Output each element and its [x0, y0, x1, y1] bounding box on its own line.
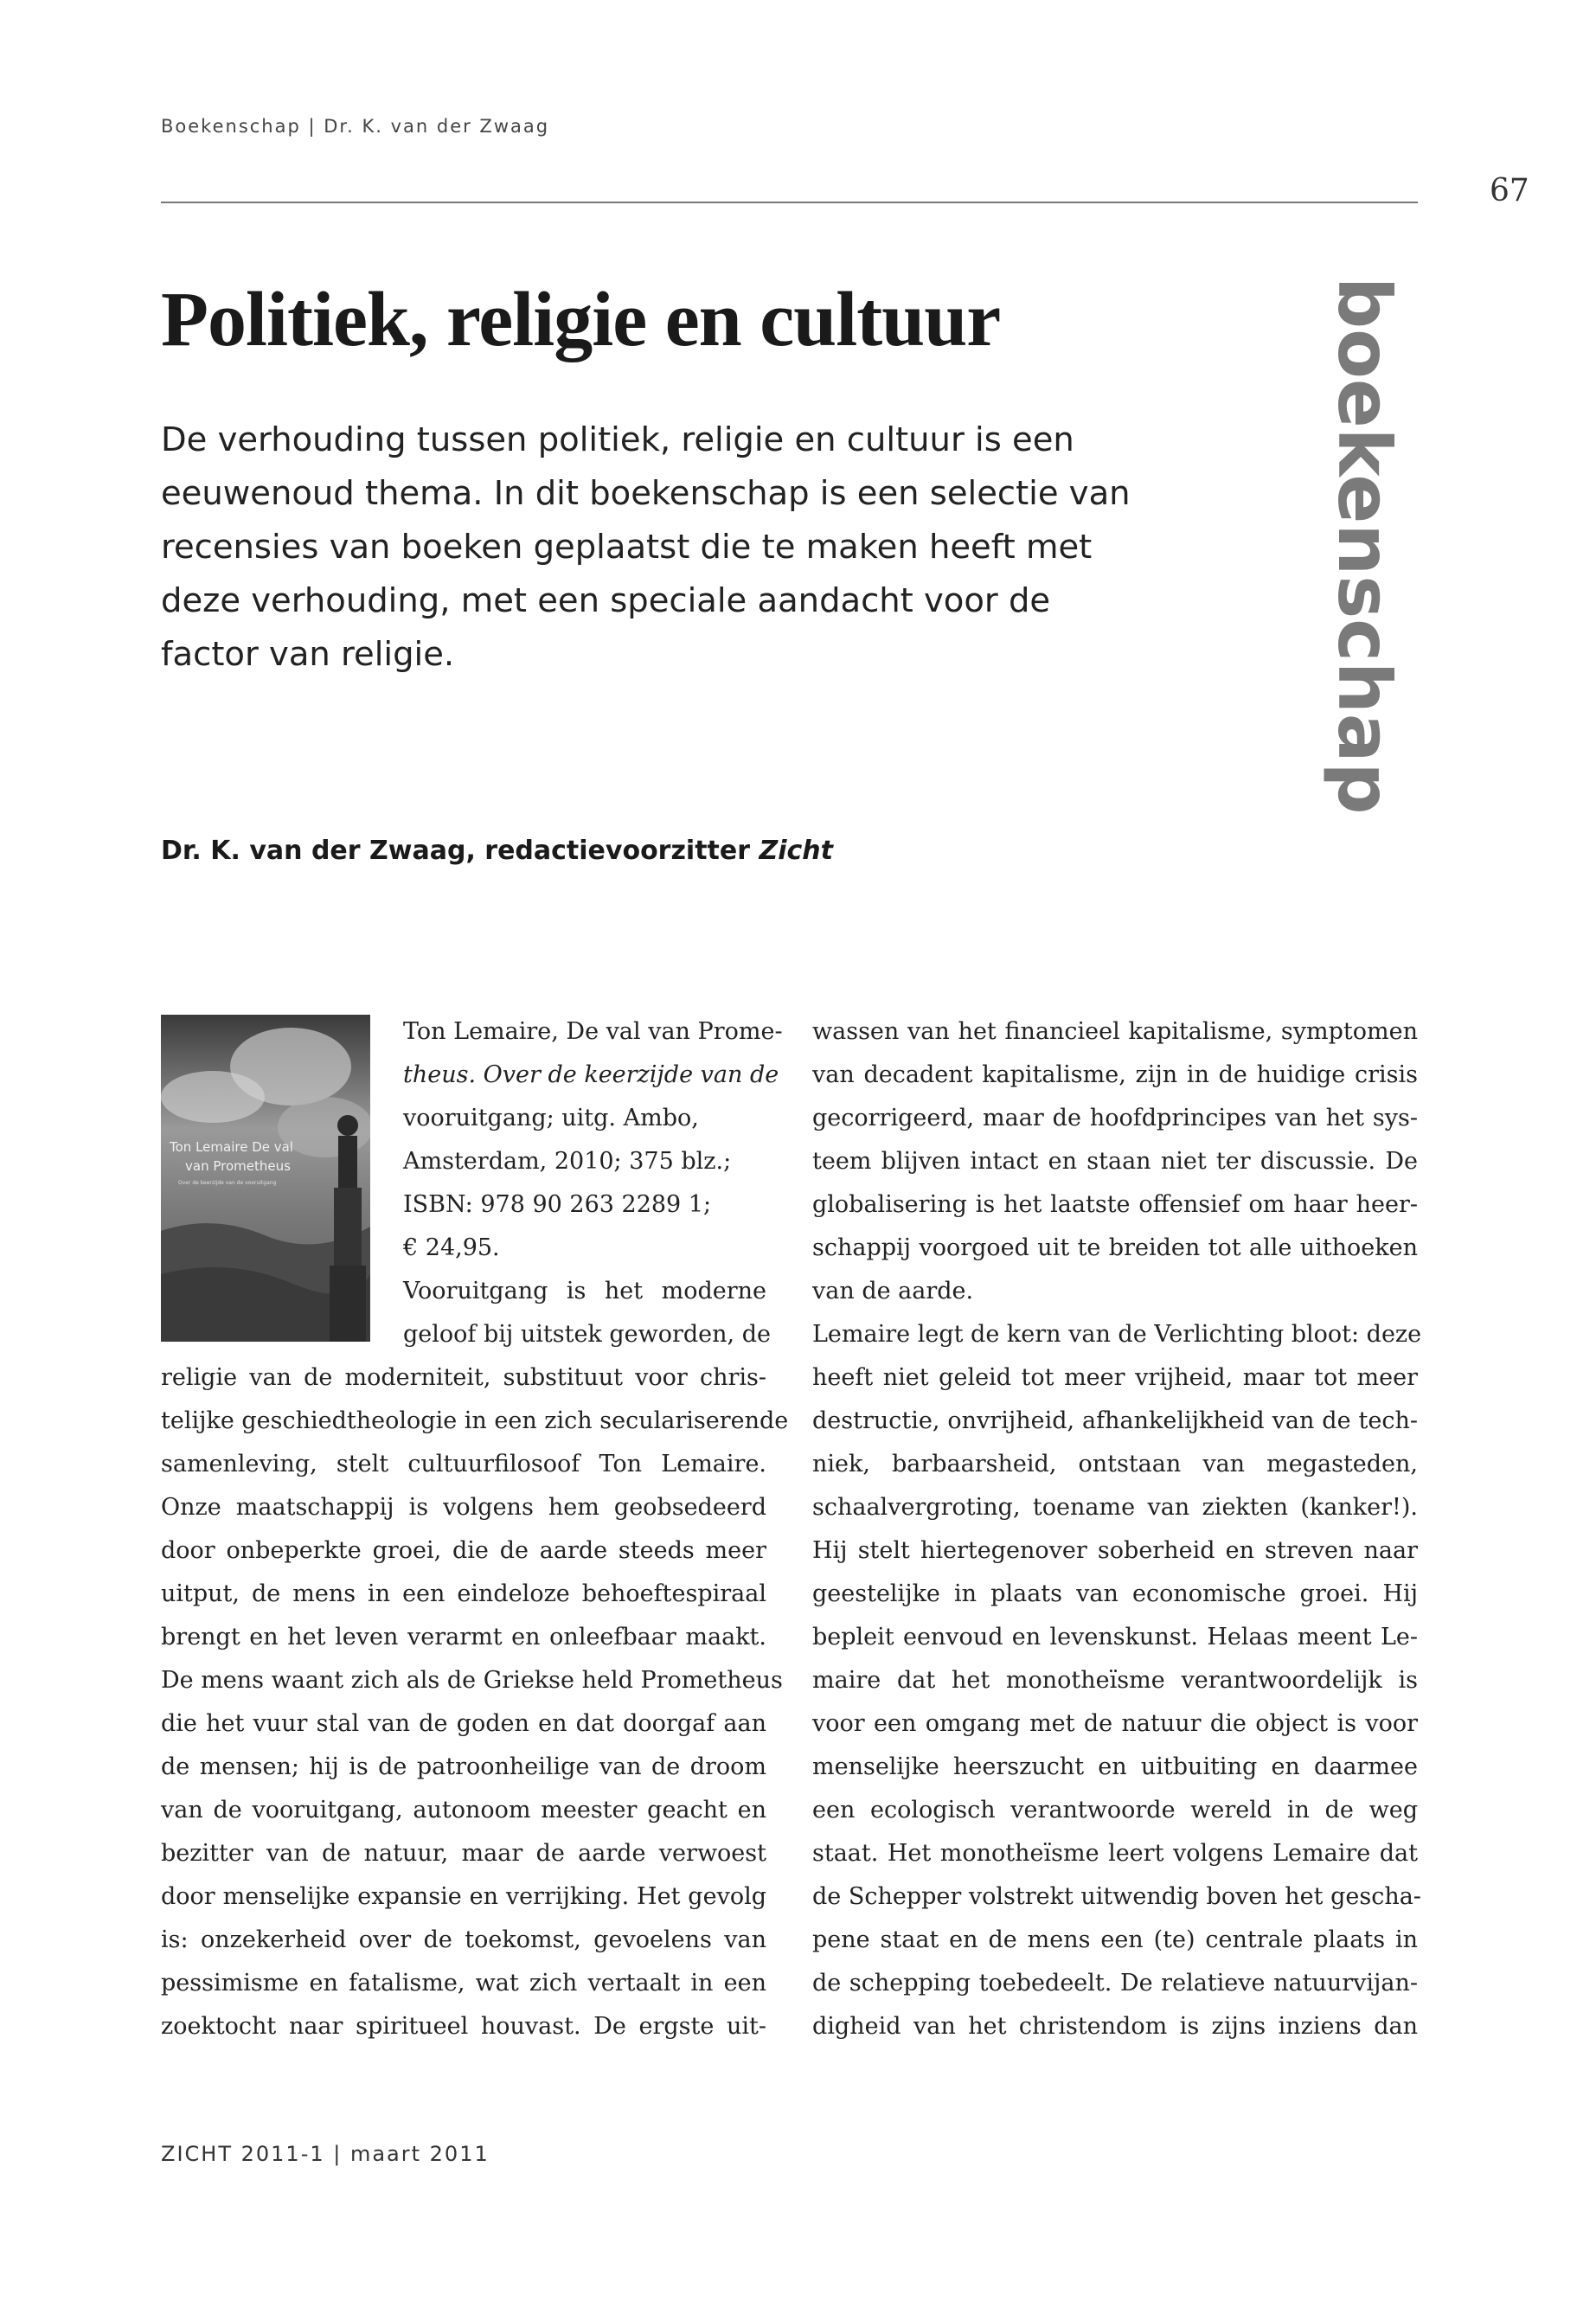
body-line: Vooruitgang is het moderne	[403, 1278, 766, 1304]
body-line: van de aarde.	[812, 1278, 974, 1304]
lede-line: De verhouding tussen politiek, religie en cultuur is een	[161, 420, 1074, 459]
body-line: schappij voorgoed uit te breiden tot alle uithoeken	[812, 1234, 1418, 1261]
citation-line: theus. Over de keerzijde van de	[403, 1061, 779, 1088]
body-line: de Schepper volstrekt uitwendig boven het gescha-	[812, 1883, 1421, 1910]
body-line: menselijke heerszucht en uitbuiting en daarmee	[812, 1753, 1418, 1780]
body-line: staat. Het monotheïsme leert volgens Lemaire dat	[812, 1840, 1418, 1867]
body-line: door onbeperkte groei, die de aarde steeds meer	[161, 1537, 766, 1564]
column-left	[161, 1010, 789, 2048]
body-line: niek, barbaarsheid, ontstaan van megasteden,	[812, 1451, 1418, 1477]
body-line: religie van de moderniteit, substituut voor chris-	[161, 1364, 766, 1391]
running-head: Boekenschap | Dr. K. van der Zwaag	[161, 116, 550, 137]
column-right	[812, 1010, 1422, 2048]
body-line: geloof bij uitstek geworden, de	[403, 1321, 771, 1348]
body-line: brengt en het leven verarmt en onleefbaar maakt.	[161, 1624, 766, 1650]
section-side-label: boekenschap	[1322, 277, 1407, 815]
author-line	[161, 836, 833, 866]
body-line: globalisering is het laatste offensief om haar heer-	[812, 1191, 1418, 1218]
body-line: De mens waant zich als de Griekse held Prometheus	[161, 1667, 783, 1694]
cover-text-line3: Over de keerzijde van de vooruitgang	[178, 1180, 277, 1186]
lede-line: deze verhouding, met een speciale aandacht voor de	[161, 581, 1051, 620]
lede-line: factor van religie.	[161, 635, 455, 674]
body-line: zoektocht naar spiritueel houvast. De ergste uit-	[161, 2013, 766, 2040]
page-number: 67	[1490, 173, 1529, 208]
body-line: teem blijven intact en staan niet ter discussie. De	[812, 1148, 1418, 1175]
cover-text-line2: van Prometheus	[185, 1158, 291, 1174]
citation-line: ISBN: 978 90 263 2289 1;	[403, 1191, 712, 1218]
body-line: is: onzekerheid over de toekomst, gevoelens van	[161, 1926, 766, 1953]
body-line: telijke geschiedtheologie in een zich seculariserende	[161, 1407, 789, 1434]
body-line: heeft niet geleid tot meer vrijheid, maar tot meer	[812, 1364, 1418, 1391]
body-line: samenleving, stelt cultuurfilosoof Ton Lemaire.	[161, 1451, 766, 1477]
body-line: de schepping toebedeelt. De relatieve natuurvijan-	[812, 1970, 1418, 1997]
body-line: Lemaire legt de kern van de Verlichting bloot: deze	[812, 1321, 1422, 1348]
body-line: pene staat en de mens een (te) centrale plaats in	[812, 1926, 1418, 1953]
citation-line: Amsterdam, 2010; 375 blz.;	[403, 1148, 732, 1175]
header-rule	[161, 202, 1418, 203]
body-line: destructie, onvrijheid, afhankelijkheid van de tech-	[812, 1407, 1418, 1434]
body-line: bepleit eenvoud en levenskunst. Helaas meent Le-	[812, 1624, 1418, 1650]
body-line: digheid van het christendom is zijns inziens dan	[812, 2013, 1418, 2040]
body-line: uitput, de mens in een eindeloze behoeftespiraal	[161, 1580, 766, 1607]
body-line: voor een omgang met de natuur die object is voor	[812, 1710, 1418, 1737]
body-line: bezitter van de natuur, maar de aarde verwoest	[161, 1840, 766, 1867]
lede-line: eeuwenoud thema. In dit boekenschap is een selectie van	[161, 474, 1131, 513]
magazine-name: Zicht	[759, 836, 834, 866]
cover-text-line1: Ton Lemaire De val	[170, 1139, 293, 1155]
citation-block	[161, 1010, 783, 1356]
body-line: Hij stelt hiertegenover soberheid en streven naar	[812, 1537, 1418, 1564]
body-line: van decadent kapitalisme, zijn in de huidige crisis	[812, 1061, 1418, 1088]
citation-line: Ton Lemaire, De val van Prome-	[403, 1018, 783, 1045]
article-lede	[161, 413, 1156, 682]
body-line: de mensen; hij is de patroonheilige van de droom	[161, 1753, 766, 1780]
body-line: wassen van het financieel kapitalisme, symptomen	[812, 1018, 1418, 1045]
footer-issue: ZICHT 2011-1 | maart 2011	[161, 2142, 490, 2166]
body-line: van de vooruitgang, autonoom meester geacht en	[161, 1797, 766, 1823]
body-line: die het vuur stal van de goden en dat doorgaf aan	[161, 1710, 766, 1737]
body-line: door menselijke expansie en verrijking. Het gevolg	[161, 1883, 766, 1910]
citation-line: € 24,95.	[403, 1234, 500, 1261]
body-line: gecorrigeerd, maar de hoofdprincipes van het sys-	[812, 1105, 1418, 1131]
body-line: Onze maatschappij is volgens hem geobsedeerd	[161, 1494, 766, 1521]
lede-line: recensies van boeken geplaatst die te maken heeft met	[161, 528, 1093, 567]
body-line: schaalvergroting, toename van ziekten (kanker!).	[812, 1494, 1418, 1521]
citation-line: vooruitgang; uitg. Ambo,	[403, 1105, 699, 1131]
body-line: een ecologisch verantwoorde wereld in de weg	[812, 1797, 1418, 1823]
body-line: pessimisme en fatalisme, wat zich vertaalt in een	[161, 1970, 766, 1997]
body-line: maire dat het monotheïsme verantwoordelijk is	[812, 1667, 1418, 1694]
body-line: geestelijke in plaats van economische groei. Hij	[812, 1580, 1418, 1607]
author-name: Dr. K. van der Zwaag, redactievoorzitter	[161, 836, 760, 866]
article-title: Politiek, religie en cultuur	[161, 277, 1001, 362]
